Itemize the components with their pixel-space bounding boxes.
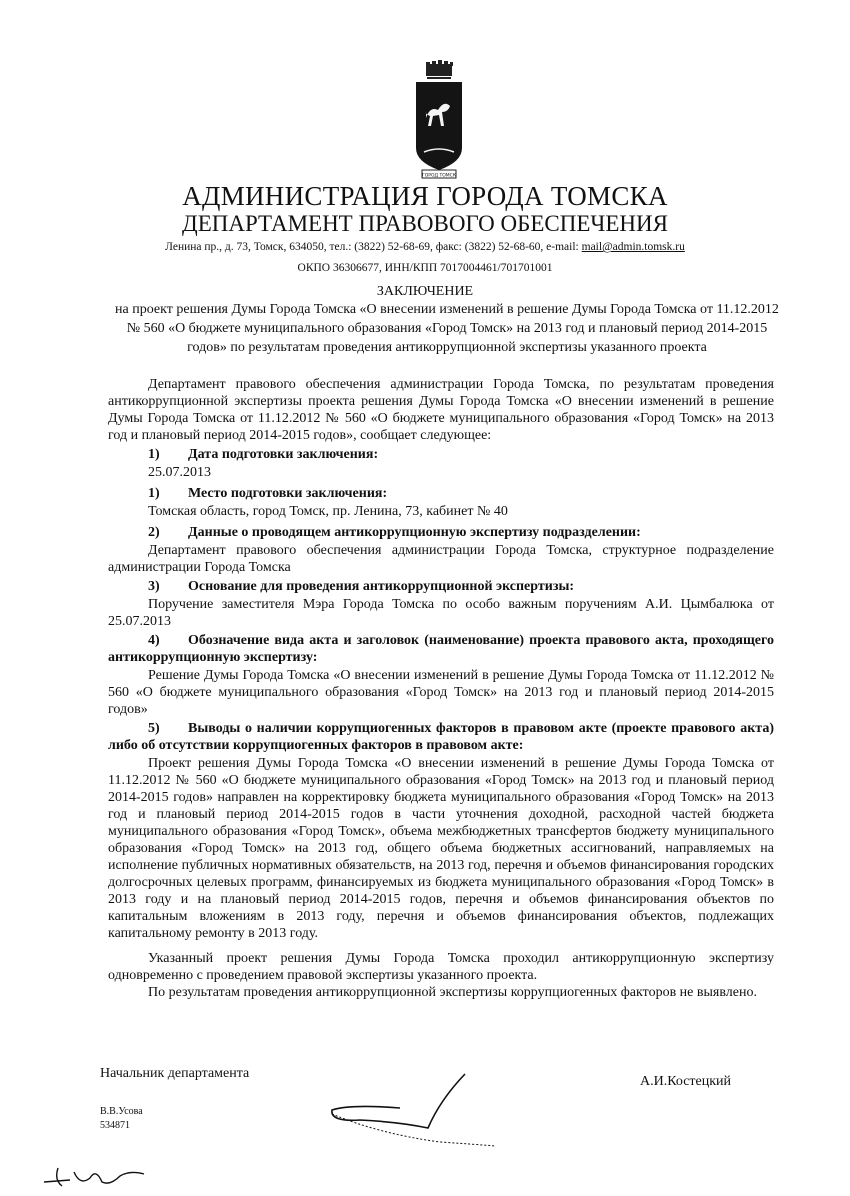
document-title: ЗАКЛЮЧЕНИЕ xyxy=(376,284,474,299)
contact-address xyxy=(0,241,850,253)
section-text: Поручение заместителя Мэра Города Томска по особо важным поручениям А.И. Цымбалюка от 25.07.2013 xyxy=(108,597,774,629)
closing-paragraph: По результатам проведения антикоррупционной экспертизы коррупциогенных факторов не выявлено. xyxy=(148,985,757,1000)
document-body xyxy=(108,376,774,1001)
section-title: Выводы о наличии коррупциогенных факторов в правовом акте (проекте правового акта) либо об отсутствии коррупциогенных факторов в правовом акте: xyxy=(108,721,774,753)
section-number: 5) xyxy=(148,721,160,736)
handwritten-initials xyxy=(40,1160,150,1190)
email-link[interactable]: mail@admin.tomsk.ru xyxy=(581,241,685,253)
section-heading xyxy=(108,578,774,595)
section-text: 25.07.2013 xyxy=(148,465,211,480)
section-number: 1) xyxy=(148,486,160,501)
section-heading xyxy=(108,632,774,666)
handwritten-signature xyxy=(320,1070,500,1150)
closing-paragraph: Указанный проект решения Думы Города Томска проходил антикоррупционную экспертизу одновременно с проведением правовой экспертизы указанного проекта. xyxy=(108,951,774,983)
organization-name: АДМИНИСТРАЦИЯ ГОРОДА ТОМСКА xyxy=(182,181,668,211)
section-text: Томская область, город Томск, пр. Ленина, 73, кабинет № 40 xyxy=(148,504,508,519)
section-number: 3) xyxy=(148,579,160,594)
section-heading xyxy=(108,524,774,541)
section-text: Департамент правового обеспечения администрации Города Томска, структурное подразделение администрации Города Томска xyxy=(108,543,774,575)
section-text: Проект решения Думы Города Томска «О внесении изменений в решение Думы Города Томска от 11.12.2012 № 560 «О бюджете муниципального образования «Город Томск» на 2013 год и плановый период 2014-2015 годов» направлен на корректировку бюджета муниципального образования «Город Томск» на 2013 год и плановый период 2014-2015 годов в части уточнения доходной, расходной частей бюджета муниципального образования «Город Томск», объема межбюджетных трансфертов бюджету муниципального образования «Город Томск» на 2013 год, общего объема бюджетных ассигнований, направляемых на исполнение публичных нормативных обязательств, на 2013 год, перечня и объемов финансирования городских долгосрочных целевых программ, финансируемых из бюджета муниципального образования «Город Томск» в 2013 году и на плановый период 2014-2015 годов, перечня и объемов финансирования объектов по капитальным вложениям в 2013 году, перечня и объемов финансирования объектов, подлежащих капитальному ремонту в 2013 году. xyxy=(108,756,774,941)
section-title: Основание для проведения антикоррупционной экспертизы: xyxy=(188,579,575,594)
section-title: Дата подготовки заключения: xyxy=(188,447,379,462)
section-number: 2) xyxy=(148,525,160,540)
document-subject: на проект решения Думы Города Томска «О внесении изменений в решение Думы Города Томска от 11.12.2012 № 560 «О бюджете муниципального образования «Город Томск» на 2013 год и плановый период 2014-2015 годов» по результатам проведения антикоррупционной экспертизы указанного проекта xyxy=(115,302,779,355)
section-heading xyxy=(108,446,774,463)
section-number: 4) xyxy=(148,633,160,648)
department-name: ДЕПАРТАМЕНТ ПРАВОВОГО ОБЕСПЕЧЕНИЯ xyxy=(182,211,668,236)
executor-name: В.В.Усова xyxy=(100,1106,143,1117)
signer-position: Начальник департамента xyxy=(100,1066,250,1081)
opening-paragraph: Департамент правового обеспечения администрации Города Томска, по результатам проведения антикоррупционной экспертизы проекта решения Думы Города Томска «О внесении изменений в решение Думы Города Томска от 11.12.2012 № 560 «О бюджете муниципального образования «Город Томск» на 2013 год и плановый период 2014-2015 годов», сообщает следующее: xyxy=(108,377,774,443)
section-title: Обозначение вида акта и заголовок (наименование) проекта правового акта, проходящего антикоррупционную экспертизу: xyxy=(108,633,774,665)
section-title: Данные о проводящем антикоррупционную экспертизу подразделении: xyxy=(188,525,641,540)
address-text: Ленина пр., д. 73, Томск, 634050, тел.: (3822) 52-68-69, факс: (3822) 52-68-60, e-mail: xyxy=(165,241,582,253)
section-title: Место подготовки заключения: xyxy=(188,486,388,501)
executor-phone: 534871 xyxy=(100,1120,130,1131)
signer-name: А.И.Костецкий xyxy=(640,1074,732,1089)
coat-of-arms-icon xyxy=(414,60,464,190)
emblem-banner: ГОРОД ТОМСК xyxy=(422,173,456,179)
okpo-inn: ОКПО 36306677, ИНН/КПП 7017004461/701701001 xyxy=(297,262,553,274)
section-heading xyxy=(108,720,774,754)
section-heading xyxy=(108,485,774,502)
section-number: 1) xyxy=(148,447,160,462)
section-text: Решение Думы Города Томска «О внесении изменений в решение Думы Города Томска от 11.12.2012 № 560 «О бюджете муниципального образования «Город Томск» на 2013 год и плановый период 2014-2015 годов» xyxy=(108,668,774,717)
